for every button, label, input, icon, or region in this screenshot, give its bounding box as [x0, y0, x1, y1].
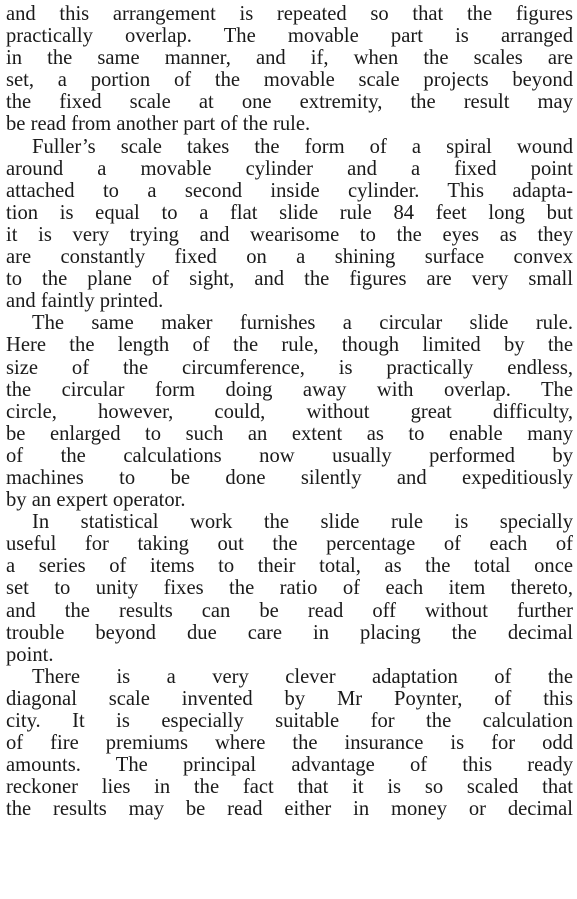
text-line: reckoner lies in the fact that it is so scaled that [6, 776, 573, 799]
paragraph-4 [6, 511, 573, 666]
paragraph-1 [6, 3, 573, 136]
paragraph-2 [6, 136, 573, 313]
text-line: of the calculations now usually performed by [6, 444, 573, 467]
text-line: in the same manner, and if, when the scales are [6, 47, 573, 70]
text-line: tion is equal to a flat slide rule 84 feet long but [6, 201, 573, 224]
text-line: to the plane of sight, and the figures are very small [6, 268, 573, 291]
text-line: trouble beyond due care in placing the decimal [6, 621, 573, 644]
text-line: the results may be read either in money or decimal [6, 798, 573, 821]
text-line: the circular form doing away with overlap. The [6, 378, 573, 401]
text-line: useful for taking out the percentage of each of [6, 533, 573, 556]
paragraph-3 [6, 312, 573, 511]
text-line: practically overlap. The movable part is arranged [6, 25, 573, 48]
text-line: Here the length of the rule, though limited by the [6, 334, 573, 357]
text-line: The same maker furnishes a circular slide rule. [32, 312, 573, 335]
text-line: are constantly fixed on a shining surface convex [6, 246, 573, 269]
text-line: Fuller’s scale takes the form of a spiral wound [32, 135, 573, 158]
text-line: amounts. The principal advantage of this ready [6, 754, 573, 777]
text-line: point. [6, 643, 54, 666]
text-line: be read from another part of the rule. [6, 113, 311, 136]
text-line: machines to be done silently and expeditiously [6, 466, 573, 489]
text-line: In statistical work the slide rule is specially [32, 511, 573, 534]
text-line: be enlarged to such an extent as to enable many [6, 422, 573, 445]
text-line: size of the circumference, is practically endless, [6, 356, 573, 379]
paragraph-5 [6, 666, 573, 821]
text-line: and this arrangement is repeated so that the figures [6, 3, 573, 25]
text-line: attached to a second inside cylinder. This adapta- [6, 179, 573, 202]
text-line: diagonal scale invented by Mr Poynter, of this [6, 687, 573, 710]
text-line: city. It is especially suitable for the calculation [6, 710, 573, 732]
text-line: of fire premiums where the insurance is for odd [6, 732, 573, 755]
text-line: a series of items to their total, as the total once [6, 555, 573, 578]
text-line: and faintly printed. [6, 290, 164, 313]
text-line: the fixed scale at one extremity, the result may [6, 91, 573, 114]
text-line: and the results can be read off without further [6, 599, 573, 622]
text-line: by an expert operator. [6, 489, 186, 512]
text-line: set to unity fixes the ratio of each item thereto, [6, 577, 573, 600]
text-line: circle, however, could, without great difficulty, [6, 400, 573, 423]
text-line: set, a portion of the movable scale projects beyond [6, 69, 573, 92]
text-line: it is very trying and wearisome to the eyes as they [6, 223, 573, 246]
text-line: around a movable cylinder and a fixed point [6, 157, 573, 180]
text-line: There is a very clever adaptation of the [32, 665, 573, 688]
